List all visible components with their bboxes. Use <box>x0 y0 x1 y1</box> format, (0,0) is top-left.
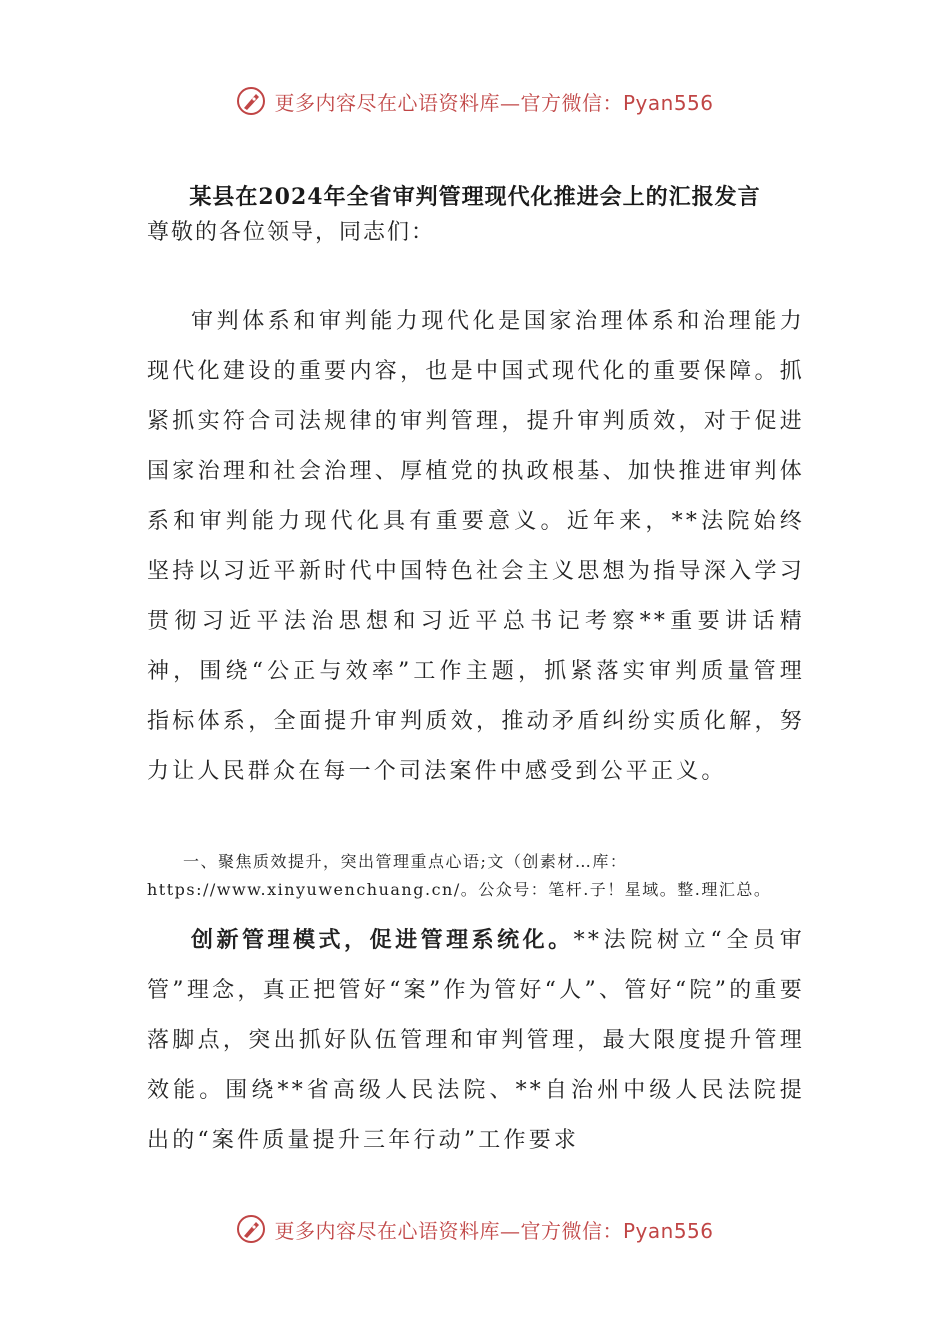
paragraph-lead: 创新管理模式，促进管理系统化。 <box>191 927 574 953</box>
banner-wechat-id: Pyan556 <box>622 90 714 115</box>
banner-text <box>274 1215 713 1244</box>
body-paragraph-1: 审判体系和审判能力现代化是国家治理体系和治理能力现代化建设的重要内容，也是中国式现代化的重要保障。抓紧抓实符合司法规律的审判管理，提升审判质效，对于促进国家治理和社会治理、厚植党的执政根基、加快推进审判体系和审判能力现代化具有重要意义。近年来，**法院始终坚持以习近平新时代中国特色社会主义思想为指导深入学习贯彻习近平法治思想和习近平总书记考察**重要讲话精神，围绕“公正与效率”工作主题，抓紧落实审判质量管理指标体系，全面提升审判质效，推动矛盾纠纷实质化解，努力让人民群众在每一个司法案件中感受到公平正义。 <box>147 309 805 784</box>
paragraph-body: **法院树立“全员审管”理念，真正把管好“案”作为管好“人”、管好“院”的重要落脚点，突出抓好队伍管理和审判管理，最大限度提升管理效能。围绕**省高级人民法院、**自治州中级人民法院提出的“案件质量提升三年行动”工作要求 <box>147 928 805 1153</box>
banner-wechat-id: Pyan556 <box>622 1218 714 1243</box>
pen-nib-icon <box>236 86 266 116</box>
pen-nib-icon <box>236 1214 266 1244</box>
salutation: 尊敬的各位领导，同志们： <box>147 220 436 245</box>
banner-caption: 更多内容尽在心语资料库—官方微信： <box>274 1218 623 1243</box>
document-title: 某县在2024年全省审判管理现代化推进会上的汇报发言 <box>189 184 761 210</box>
banner-caption: 更多内容尽在心语资料库—官方微信： <box>274 90 623 115</box>
banner-text <box>274 87 713 116</box>
section-heading-note: 一、聚焦质效提升，突出管理重点心语;文（创素材…库：https://www.xinyuwenchuang.cn/。公众号：笔杆.子！星域。整.理汇总。 <box>147 852 772 899</box>
header-banner <box>0 86 950 116</box>
body-paragraph-2 <box>147 915 805 1166</box>
footer-banner <box>0 1214 950 1244</box>
